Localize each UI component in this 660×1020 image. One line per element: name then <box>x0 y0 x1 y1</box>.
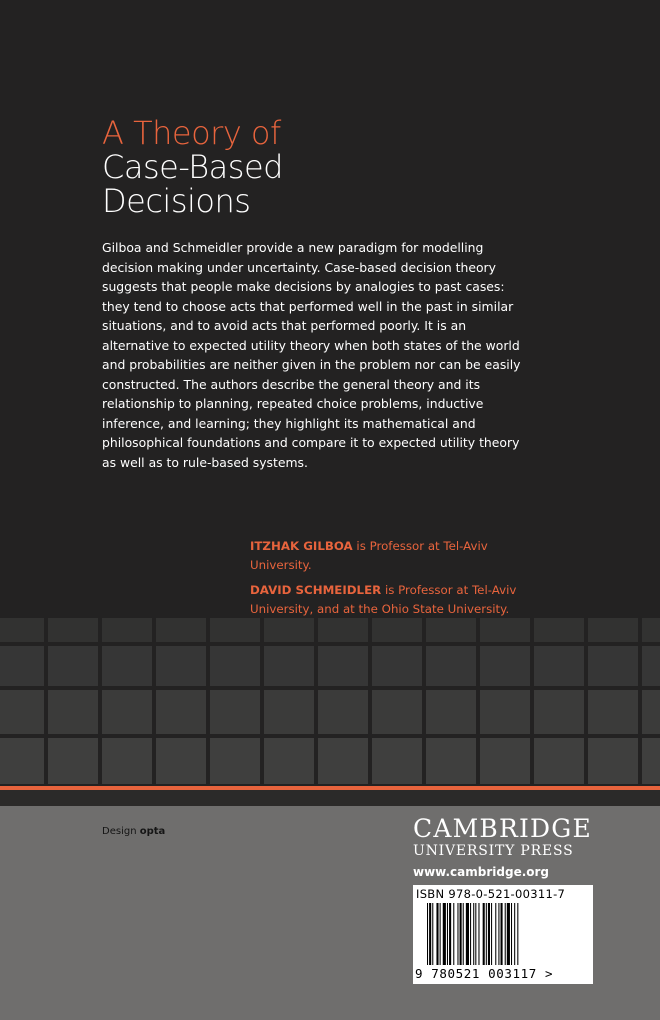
barcode-bar <box>463 903 464 965</box>
barcode-bar <box>429 903 431 965</box>
barcode-bar <box>449 903 451 965</box>
grid-tile <box>480 618 530 642</box>
author-bios <box>250 537 540 625</box>
designer-name: opta <box>139 826 166 837</box>
grid-tile <box>588 646 638 686</box>
grid-tile <box>156 646 206 686</box>
grid-tile <box>426 690 476 734</box>
author-name: ITZHAK GILBOA <box>250 539 353 553</box>
grid-tile <box>48 738 98 784</box>
barcode-bar <box>470 903 471 965</box>
grid-tile <box>264 738 314 784</box>
author-name: DAVID SCHMEIDLER <box>250 583 382 597</box>
publisher-url: www.cambridge.org <box>413 865 550 879</box>
isbn-barcode <box>413 885 593 984</box>
grid-tile <box>0 646 44 686</box>
grid-tile <box>318 646 368 686</box>
barcode-bar <box>498 903 499 965</box>
barcode-bar <box>483 903 485 965</box>
isbn-text: ISBN 978-0-521-00311-7 <box>416 887 566 901</box>
grid-tile <box>642 738 660 784</box>
grid-tile <box>210 646 260 686</box>
grid-tile <box>156 738 206 784</box>
grid-tile <box>318 738 368 784</box>
barcode-bar <box>440 903 441 965</box>
grid-tile <box>48 690 98 734</box>
grid-tile <box>210 690 260 734</box>
author-bio-text: is Professor at Tel-Aviv University, and at the Ohio State University. <box>250 583 517 616</box>
barcode-bar <box>478 903 479 965</box>
grid-tile <box>102 738 152 784</box>
grid-tile <box>480 646 530 686</box>
barcode-bar <box>486 903 487 965</box>
grid-tile <box>264 618 314 642</box>
grid-tile <box>102 646 152 686</box>
grid-tile <box>426 646 476 686</box>
grid-tile <box>534 690 584 734</box>
grid-tile <box>318 618 368 642</box>
book-description: Gilboa and Schmeidler provide a new paradigm for modelling decision making under uncertainty. Case-based decision theory suggests that people make decisions by analogies to past cases: they tend to choose acts that performed well in the past in similar situations, and to avoid acts that performed poorly. It is an alternative to expected utility theory when both states of the world and probabilities are neither given in the problem nor can be easily constructed. The authors describe the general theory and its relationship to planning, repeated choice problems, inductive inference, and learning; they highlight its mathematical and philosophical foundations and compare it to expected utility theory as well as to rule-based systems. <box>102 240 521 470</box>
title-line-2: Case-Based <box>102 148 283 186</box>
barcode-bar <box>427 903 428 965</box>
title-line-3: Decisions <box>102 182 251 220</box>
design-label: Design <box>102 826 140 837</box>
grid-tile <box>318 690 368 734</box>
grid-tile <box>0 738 44 784</box>
book-title <box>102 116 283 218</box>
barcode-bar <box>488 903 490 965</box>
grid-tile <box>588 738 638 784</box>
grid-tile <box>642 690 660 734</box>
barcode-bar <box>517 903 518 965</box>
grid-tile <box>102 690 152 734</box>
dark-divider <box>0 790 660 806</box>
title-line-1: A Theory of <box>102 114 281 152</box>
grid-tile <box>372 646 422 686</box>
grid-tile <box>156 690 206 734</box>
grid-tile <box>210 618 260 642</box>
grid-tile <box>588 690 638 734</box>
barcode-bar <box>501 903 503 965</box>
publisher-logo-subname: UNIVERSITY PRESS <box>413 843 574 859</box>
barcode-bar <box>457 903 458 965</box>
grid-tile <box>48 646 98 686</box>
barcode-bar <box>466 903 469 965</box>
barcode-bar <box>432 903 433 965</box>
barcode-bars <box>427 903 587 965</box>
barcode-bar <box>507 903 510 965</box>
author-bio-text: is Professor at Tel-Aviv University. <box>250 539 488 572</box>
grid-tile <box>534 646 584 686</box>
grid-tile <box>534 738 584 784</box>
barcode-bar <box>475 903 476 965</box>
grid-tile <box>156 618 206 642</box>
barcode-bar <box>436 903 438 965</box>
grid-tile <box>102 618 152 642</box>
barcode-bar <box>511 903 512 965</box>
barcode-bar <box>514 903 515 965</box>
grid-tile <box>264 646 314 686</box>
barcode-bar <box>491 903 492 965</box>
grid-tile <box>372 618 422 642</box>
grid-tile <box>426 618 476 642</box>
barcode-bar <box>447 903 448 965</box>
barcode-bar <box>505 903 506 965</box>
barcode-bar <box>453 903 454 965</box>
grid-tile <box>48 618 98 642</box>
author-bio <box>250 581 540 619</box>
grid-tile <box>642 646 660 686</box>
grid-tile <box>210 738 260 784</box>
decorative-tile-grid <box>0 618 660 786</box>
grid-tile <box>426 738 476 784</box>
grid-tile <box>264 690 314 734</box>
barcode-bar <box>495 903 496 965</box>
grid-tile <box>480 738 530 784</box>
barcode-bar <box>460 903 462 965</box>
grid-tile <box>642 618 660 642</box>
grid-tile <box>0 618 44 642</box>
grid-tile <box>588 618 638 642</box>
grid-tile <box>480 690 530 734</box>
barcode-digits: 9 780521 003117 > <box>415 966 554 981</box>
barcode-bar <box>473 903 474 965</box>
grid-tile <box>0 690 44 734</box>
design-credit <box>102 826 165 837</box>
author-bio <box>250 537 540 575</box>
publisher-logo-name: CAMBRIDGE <box>413 814 592 843</box>
grid-tile <box>372 738 422 784</box>
grid-tile <box>372 690 422 734</box>
barcode-bar <box>443 903 446 965</box>
grid-tile <box>534 618 584 642</box>
